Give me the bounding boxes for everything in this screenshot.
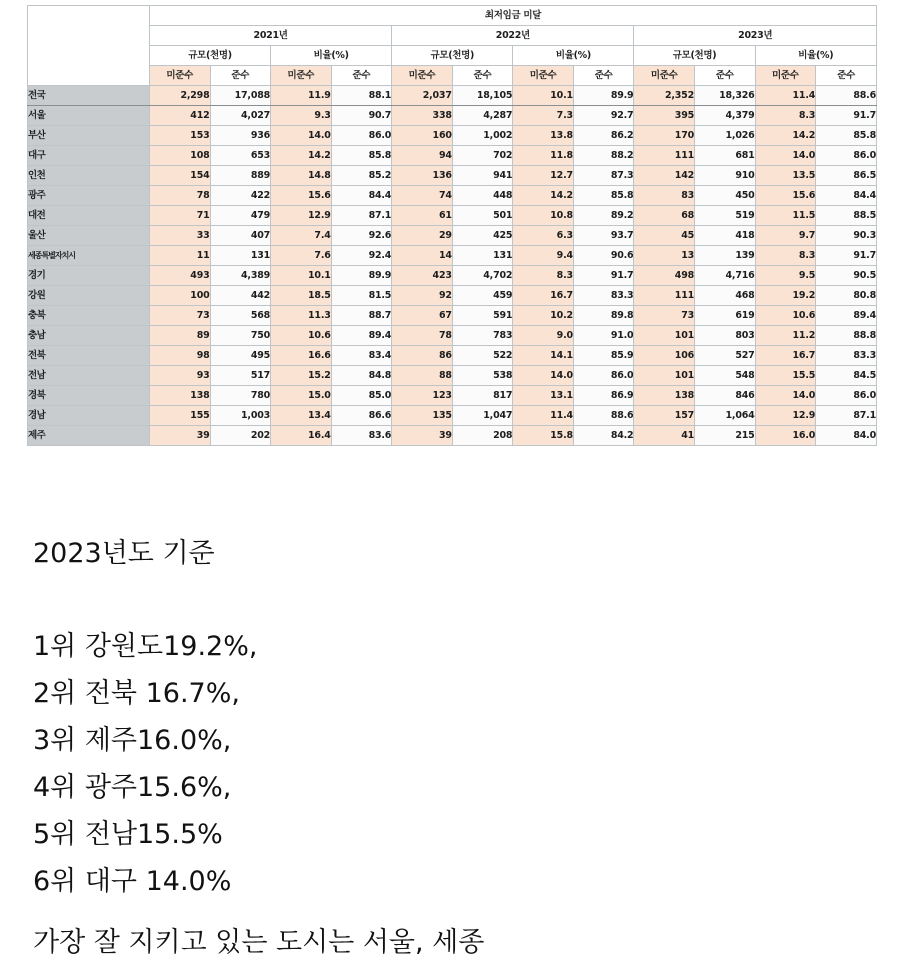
table-row [28, 426, 877, 446]
cell-y2021-pct_under: 10.6 [271, 326, 332, 346]
row-label-서울: 서울 [28, 106, 150, 126]
cell-y2021-pct_under: 9.3 [271, 106, 332, 126]
header-row-supertitle [28, 6, 877, 26]
ranking-item-1: 1위 강원도19.2%, [33, 631, 258, 662]
cell-y2023-pct_under: 16.0 [755, 426, 816, 446]
cell-y2021-pct_under: 7.6 [271, 246, 332, 266]
table-row [28, 246, 877, 266]
table-corner-blank [28, 6, 150, 86]
cell-y2022-pct_ok: 88.6 [573, 406, 634, 426]
cell-y2023-pct_under: 16.7 [755, 346, 816, 366]
subheader-noncompliant: 미준수 [149, 66, 210, 86]
subheader-compliant: 준수 [573, 66, 634, 86]
cell-y2023-pct_ok: 90.3 [816, 226, 877, 246]
cell-y2022-scale_ok: 783 [452, 326, 513, 346]
cell-y2021-pct_ok: 89.9 [331, 266, 392, 286]
cell-y2023-scale_under: 45 [634, 226, 695, 246]
cell-y2023-pct_under: 15.5 [755, 366, 816, 386]
cell-y2023-pct_under: 14.0 [755, 386, 816, 406]
statistics-table-image [0, 0, 900, 450]
cell-y2022-scale_ok: 208 [452, 426, 513, 446]
row-label-경북: 경북 [28, 386, 150, 406]
cell-y2022-pct_under: 11.4 [513, 406, 574, 426]
cell-y2023-scale_under: 498 [634, 266, 695, 286]
cell-y2023-scale_under: 111 [634, 286, 695, 306]
cell-y2021-scale_ok: 495 [210, 346, 271, 366]
ranking-item-4: 4위 광주15.6%, [33, 772, 232, 803]
row-label-경기: 경기 [28, 266, 150, 286]
cell-y2022-scale_ok: 18,105 [452, 86, 513, 106]
row-label-울산: 울산 [28, 226, 150, 246]
table-row [28, 226, 877, 246]
cell-y2021-pct_under: 16.4 [271, 426, 332, 446]
header-row-subheaders [28, 66, 877, 86]
cell-y2021-pct_under: 15.2 [271, 366, 332, 386]
ranking-item-3: 3위 제주16.0%, [33, 725, 232, 756]
cell-y2022-pct_under: 6.3 [513, 226, 574, 246]
commentary-closing: 가장 잘 지키고 있는 도시는 서울, 세종 [33, 927, 485, 958]
cell-y2021-scale_ok: 4,389 [210, 266, 271, 286]
cell-y2022-scale_under: 86 [392, 346, 453, 366]
cell-y2023-scale_under: 106 [634, 346, 695, 366]
cell-y2022-pct_ok: 89.9 [573, 86, 634, 106]
cell-y2021-pct_ok: 92.6 [331, 226, 392, 246]
cell-y2023-scale_ok: 527 [695, 346, 756, 366]
cell-y2022-scale_under: 135 [392, 406, 453, 426]
subheader-noncompliant: 미준수 [513, 66, 574, 86]
row-label-부산: 부산 [28, 126, 150, 146]
group-header-pct-2022: 비율(%) [513, 46, 634, 66]
cell-y2021-scale_ok: 4,027 [210, 106, 271, 126]
cell-y2021-scale_under: 71 [149, 206, 210, 226]
cell-y2022-scale_ok: 448 [452, 186, 513, 206]
cell-y2023-scale_ok: 846 [695, 386, 756, 406]
cell-y2021-pct_under: 11.9 [271, 86, 332, 106]
cell-y2022-scale_ok: 1,047 [452, 406, 513, 426]
table-head [28, 6, 877, 86]
cell-y2023-pct_ok: 88.8 [816, 326, 877, 346]
cell-y2023-pct_ok: 88.5 [816, 206, 877, 226]
ranking-item-2: 2위 전북 16.7%, [33, 678, 240, 709]
cell-y2023-pct_under: 11.5 [755, 206, 816, 226]
subheader-compliant: 준수 [331, 66, 392, 86]
row-label-경남: 경남 [28, 406, 150, 426]
cell-y2023-pct_under: 14.0 [755, 146, 816, 166]
cell-y2022-pct_ok: 89.2 [573, 206, 634, 226]
row-label-세종특별자치시: 세종특별자치시 [28, 246, 150, 266]
subheader-noncompliant: 미준수 [392, 66, 453, 86]
cell-y2023-pct_ok: 91.7 [816, 106, 877, 126]
cell-y2021-scale_ok: 442 [210, 286, 271, 306]
cell-y2023-pct_ok: 87.1 [816, 406, 877, 426]
cell-y2023-pct_ok: 86.0 [816, 386, 877, 406]
subheader-noncompliant: 미준수 [271, 66, 332, 86]
cell-y2023-pct_under: 9.7 [755, 226, 816, 246]
cell-y2023-pct_under: 9.5 [755, 266, 816, 286]
cell-y2023-scale_ok: 619 [695, 306, 756, 326]
table-supertitle: 최저임금 미달 [149, 6, 876, 26]
cell-y2022-scale_under: 123 [392, 386, 453, 406]
cell-y2022-scale_ok: 459 [452, 286, 513, 306]
cell-y2023-scale_under: 138 [634, 386, 695, 406]
cell-y2023-pct_ok: 90.5 [816, 266, 877, 286]
cell-y2021-scale_ok: 780 [210, 386, 271, 406]
cell-y2021-scale_ok: 17,088 [210, 86, 271, 106]
cell-y2023-pct_under: 8.3 [755, 106, 816, 126]
cell-y2021-pct_ok: 85.0 [331, 386, 392, 406]
cell-y2023-scale_ok: 418 [695, 226, 756, 246]
cell-y2021-pct_ok: 92.4 [331, 246, 392, 266]
cell-y2022-scale_ok: 817 [452, 386, 513, 406]
cell-y2023-pct_ok: 88.6 [816, 86, 877, 106]
subheader-compliant: 준수 [210, 66, 271, 86]
cell-y2021-scale_ok: 407 [210, 226, 271, 246]
cell-y2022-pct_under: 16.7 [513, 286, 574, 306]
cell-y2021-pct_under: 14.8 [271, 166, 332, 186]
cell-y2023-scale_ok: 1,026 [695, 126, 756, 146]
cell-y2022-pct_ok: 91.0 [573, 326, 634, 346]
cell-y2022-pct_under: 15.8 [513, 426, 574, 446]
table-row [28, 366, 877, 386]
row-label-광주: 광주 [28, 186, 150, 206]
cell-y2023-scale_ok: 1,064 [695, 406, 756, 426]
cell-y2022-pct_ok: 83.3 [573, 286, 634, 306]
row-label-대전: 대전 [28, 206, 150, 226]
cell-y2023-pct_ok: 86.5 [816, 166, 877, 186]
table-row [28, 186, 877, 206]
row-label-전남: 전남 [28, 366, 150, 386]
cell-y2022-scale_under: 14 [392, 246, 453, 266]
cell-y2023-scale_ok: 4,379 [695, 106, 756, 126]
cell-y2022-scale_ok: 941 [452, 166, 513, 186]
year-header-2023: 2023년 [634, 26, 877, 46]
ranking-item-5: 5위 전남15.5% [33, 819, 223, 850]
cell-y2021-scale_under: 89 [149, 326, 210, 346]
cell-y2022-scale_under: 136 [392, 166, 453, 186]
cell-y2022-pct_ok: 84.2 [573, 426, 634, 446]
cell-y2022-scale_ok: 131 [452, 246, 513, 266]
cell-y2023-pct_under: 15.6 [755, 186, 816, 206]
cell-y2023-pct_under: 8.3 [755, 246, 816, 266]
cell-y2022-scale_ok: 425 [452, 226, 513, 246]
cell-y2022-pct_under: 9.4 [513, 246, 574, 266]
table-row [28, 406, 877, 426]
cell-y2021-scale_under: 93 [149, 366, 210, 386]
cell-y2023-pct_under: 10.6 [755, 306, 816, 326]
table-row [28, 146, 877, 166]
table-row [28, 346, 877, 366]
cell-y2022-pct_under: 9.0 [513, 326, 574, 346]
cell-y2022-scale_ok: 501 [452, 206, 513, 226]
cell-y2023-scale_under: 142 [634, 166, 695, 186]
commentary-block [0, 450, 900, 973]
cell-y2021-scale_under: 73 [149, 306, 210, 326]
cell-y2022-pct_ok: 85.8 [573, 186, 634, 206]
cell-y2023-scale_ok: 468 [695, 286, 756, 306]
row-label-전북: 전북 [28, 346, 150, 366]
ranking-item-6: 6위 대구 14.0% [33, 866, 232, 897]
row-label-충남: 충남 [28, 326, 150, 346]
cell-y2021-pct_ok: 88.1 [331, 86, 392, 106]
subheader-compliant: 준수 [816, 66, 877, 86]
cell-y2021-pct_ok: 85.8 [331, 146, 392, 166]
cell-y2021-pct_ok: 90.7 [331, 106, 392, 126]
cell-y2023-scale_under: 157 [634, 406, 695, 426]
table-row [28, 386, 877, 406]
cell-y2023-pct_ok: 91.7 [816, 246, 877, 266]
cell-y2023-pct_ok: 85.8 [816, 126, 877, 146]
cell-y2023-pct_ok: 84.4 [816, 186, 877, 206]
cell-y2022-scale_ok: 4,702 [452, 266, 513, 286]
cell-y2023-scale_ok: 519 [695, 206, 756, 226]
cell-y2022-pct_under: 8.3 [513, 266, 574, 286]
cell-y2023-pct_under: 11.4 [755, 86, 816, 106]
cell-y2021-pct_under: 15.6 [271, 186, 332, 206]
cell-y2021-scale_under: 11 [149, 246, 210, 266]
cell-y2021-pct_ok: 86.6 [331, 406, 392, 426]
cell-y2021-scale_under: 39 [149, 426, 210, 446]
cell-y2023-scale_under: 68 [634, 206, 695, 226]
table-row [28, 306, 877, 326]
cell-y2021-scale_ok: 422 [210, 186, 271, 206]
cell-y2021-scale_ok: 479 [210, 206, 271, 226]
cell-y2022-pct_under: 10.2 [513, 306, 574, 326]
cell-y2022-pct_under: 10.1 [513, 86, 574, 106]
cell-y2022-scale_under: 2,037 [392, 86, 453, 106]
cell-y2023-scale_under: 395 [634, 106, 695, 126]
cell-y2022-scale_under: 61 [392, 206, 453, 226]
cell-y2021-scale_under: 138 [149, 386, 210, 406]
cell-y2021-pct_under: 14.0 [271, 126, 332, 146]
subheader-compliant: 준수 [695, 66, 756, 86]
cell-y2022-scale_under: 74 [392, 186, 453, 206]
table-row [28, 86, 877, 106]
row-label-강원: 강원 [28, 286, 150, 306]
cell-y2022-scale_under: 94 [392, 146, 453, 166]
cell-y2022-pct_under: 7.3 [513, 106, 574, 126]
cell-y2021-pct_under: 7.4 [271, 226, 332, 246]
cell-y2021-scale_ok: 653 [210, 146, 271, 166]
cell-y2023-scale_under: 13 [634, 246, 695, 266]
cell-y2021-scale_ok: 202 [210, 426, 271, 446]
cell-y2022-pct_under: 10.8 [513, 206, 574, 226]
cell-y2022-pct_under: 14.1 [513, 346, 574, 366]
cell-y2022-scale_under: 67 [392, 306, 453, 326]
group-header-pct-2023: 비율(%) [755, 46, 876, 66]
cell-y2022-scale_under: 88 [392, 366, 453, 386]
row-label-전국: 전국 [28, 86, 150, 106]
cell-y2023-pct_ok: 89.4 [816, 306, 877, 326]
table-row [28, 126, 877, 146]
cell-y2023-pct_under: 14.2 [755, 126, 816, 146]
cell-y2023-scale_under: 111 [634, 146, 695, 166]
cell-y2022-scale_under: 39 [392, 426, 453, 446]
cell-y2022-pct_ok: 92.7 [573, 106, 634, 126]
cell-y2021-pct_under: 15.0 [271, 386, 332, 406]
cell-y2021-pct_under: 14.2 [271, 146, 332, 166]
cell-y2021-scale_ok: 936 [210, 126, 271, 146]
group-header-scale-2023: 규모(천명) [634, 46, 755, 66]
table-row [28, 286, 877, 306]
cell-y2022-pct_ok: 86.9 [573, 386, 634, 406]
cell-y2021-scale_under: 98 [149, 346, 210, 366]
cell-y2021-scale_under: 2,298 [149, 86, 210, 106]
cell-y2023-scale_under: 73 [634, 306, 695, 326]
cell-y2023-scale_ok: 803 [695, 326, 756, 346]
cell-y2022-pct_ok: 88.2 [573, 146, 634, 166]
group-header-pct-2021: 비율(%) [271, 46, 392, 66]
cell-y2022-pct_under: 14.2 [513, 186, 574, 206]
cell-y2021-pct_ok: 89.4 [331, 326, 392, 346]
cell-y2022-scale_under: 29 [392, 226, 453, 246]
row-label-대구: 대구 [28, 146, 150, 166]
cell-y2021-scale_under: 153 [149, 126, 210, 146]
cell-y2022-pct_ok: 86.0 [573, 366, 634, 386]
cell-y2021-pct_under: 13.4 [271, 406, 332, 426]
table-row [28, 106, 877, 126]
cell-y2021-scale_under: 155 [149, 406, 210, 426]
cell-y2022-pct_ok: 93.7 [573, 226, 634, 246]
cell-y2023-scale_ok: 215 [695, 426, 756, 446]
header-row-groups [28, 46, 877, 66]
cell-y2023-scale_under: 101 [634, 326, 695, 346]
cell-y2022-scale_ok: 522 [452, 346, 513, 366]
cell-y2022-pct_under: 11.8 [513, 146, 574, 166]
cell-y2023-scale_under: 2,352 [634, 86, 695, 106]
cell-y2021-scale_ok: 517 [210, 366, 271, 386]
cell-y2021-scale_ok: 889 [210, 166, 271, 186]
cell-y2023-pct_under: 12.9 [755, 406, 816, 426]
group-header-scale-2021: 규모(천명) [149, 46, 270, 66]
cell-y2022-pct_under: 13.8 [513, 126, 574, 146]
cell-y2023-scale_ok: 450 [695, 186, 756, 206]
cell-y2022-scale_ok: 1,002 [452, 126, 513, 146]
table-row [28, 166, 877, 186]
cell-y2022-scale_under: 423 [392, 266, 453, 286]
cell-y2022-scale_under: 338 [392, 106, 453, 126]
cell-y2021-pct_ok: 88.7 [331, 306, 392, 326]
cell-y2021-scale_under: 78 [149, 186, 210, 206]
cell-y2023-scale_ok: 910 [695, 166, 756, 186]
cell-y2021-scale_ok: 568 [210, 306, 271, 326]
table-row [28, 206, 877, 226]
cell-y2021-pct_ok: 84.8 [331, 366, 392, 386]
cell-y2022-pct_under: 13.1 [513, 386, 574, 406]
cell-y2023-pct_ok: 80.8 [816, 286, 877, 306]
cell-y2021-scale_ok: 1,003 [210, 406, 271, 426]
cell-y2023-pct_under: 11.2 [755, 326, 816, 346]
cell-y2021-pct_ok: 86.0 [331, 126, 392, 146]
cell-y2021-pct_under: 10.1 [271, 266, 332, 286]
cell-y2023-pct_ok: 86.0 [816, 146, 877, 166]
header-row-years [28, 26, 877, 46]
cell-y2023-scale_under: 41 [634, 426, 695, 446]
subheader-compliant: 준수 [452, 66, 513, 86]
table-row [28, 326, 877, 346]
cell-y2021-pct_ok: 83.4 [331, 346, 392, 366]
cell-y2022-scale_under: 92 [392, 286, 453, 306]
cell-y2022-pct_ok: 91.7 [573, 266, 634, 286]
cell-y2021-scale_under: 493 [149, 266, 210, 286]
cell-y2022-pct_ok: 87.3 [573, 166, 634, 186]
cell-y2023-pct_ok: 84.0 [816, 426, 877, 446]
subheader-noncompliant: 미준수 [755, 66, 816, 86]
cell-y2021-scale_under: 154 [149, 166, 210, 186]
cell-y2021-scale_under: 412 [149, 106, 210, 126]
cell-y2022-scale_ok: 4,287 [452, 106, 513, 126]
cell-y2023-pct_under: 19.2 [755, 286, 816, 306]
cell-y2023-pct_under: 13.5 [755, 166, 816, 186]
cell-y2022-scale_under: 160 [392, 126, 453, 146]
cell-y2022-scale_ok: 591 [452, 306, 513, 326]
cell-y2021-pct_under: 11.3 [271, 306, 332, 326]
row-label-인천: 인천 [28, 166, 150, 186]
cell-y2021-pct_ok: 84.4 [331, 186, 392, 206]
cell-y2021-scale_under: 100 [149, 286, 210, 306]
cell-y2023-scale_ok: 548 [695, 366, 756, 386]
cell-y2022-pct_under: 14.0 [513, 366, 574, 386]
cell-y2021-pct_under: 12.9 [271, 206, 332, 226]
cell-y2023-scale_under: 101 [634, 366, 695, 386]
subheader-noncompliant: 미준수 [634, 66, 695, 86]
cell-y2023-scale_ok: 18,326 [695, 86, 756, 106]
cell-y2023-scale_ok: 4,716 [695, 266, 756, 286]
year-header-2022: 2022년 [392, 26, 634, 46]
cell-y2021-scale_under: 108 [149, 146, 210, 166]
row-label-제주: 제주 [28, 426, 150, 446]
cell-y2023-scale_under: 83 [634, 186, 695, 206]
cell-y2021-pct_ok: 83.6 [331, 426, 392, 446]
table-row [28, 266, 877, 286]
cell-y2021-scale_under: 33 [149, 226, 210, 246]
cell-y2021-scale_ok: 750 [210, 326, 271, 346]
cell-y2023-pct_ok: 84.5 [816, 366, 877, 386]
cell-y2022-pct_ok: 85.9 [573, 346, 634, 366]
cell-y2022-pct_ok: 90.6 [573, 246, 634, 266]
cell-y2021-scale_ok: 131 [210, 246, 271, 266]
group-header-scale-2022: 규모(천명) [392, 46, 513, 66]
cell-y2022-pct_ok: 86.2 [573, 126, 634, 146]
cell-y2023-scale_under: 170 [634, 126, 695, 146]
cell-y2022-pct_ok: 89.8 [573, 306, 634, 326]
cell-y2021-pct_ok: 81.5 [331, 286, 392, 306]
year-header-2021: 2021년 [149, 26, 391, 46]
cell-y2021-pct_under: 18.5 [271, 286, 332, 306]
cell-y2021-pct_ok: 87.1 [331, 206, 392, 226]
cell-y2023-scale_ok: 139 [695, 246, 756, 266]
cell-y2022-scale_under: 78 [392, 326, 453, 346]
commentary-heading: 2023년도 기준 [33, 538, 215, 569]
cell-y2023-pct_ok: 83.3 [816, 346, 877, 366]
cell-y2022-pct_under: 12.7 [513, 166, 574, 186]
cell-y2021-pct_under: 16.6 [271, 346, 332, 366]
cell-y2022-scale_ok: 538 [452, 366, 513, 386]
table-body [28, 86, 877, 446]
cell-y2022-scale_ok: 702 [452, 146, 513, 166]
row-label-충북: 충북 [28, 306, 150, 326]
cell-y2021-pct_ok: 85.2 [331, 166, 392, 186]
cell-y2023-scale_ok: 681 [695, 146, 756, 166]
minimum-wage-table [27, 5, 877, 446]
